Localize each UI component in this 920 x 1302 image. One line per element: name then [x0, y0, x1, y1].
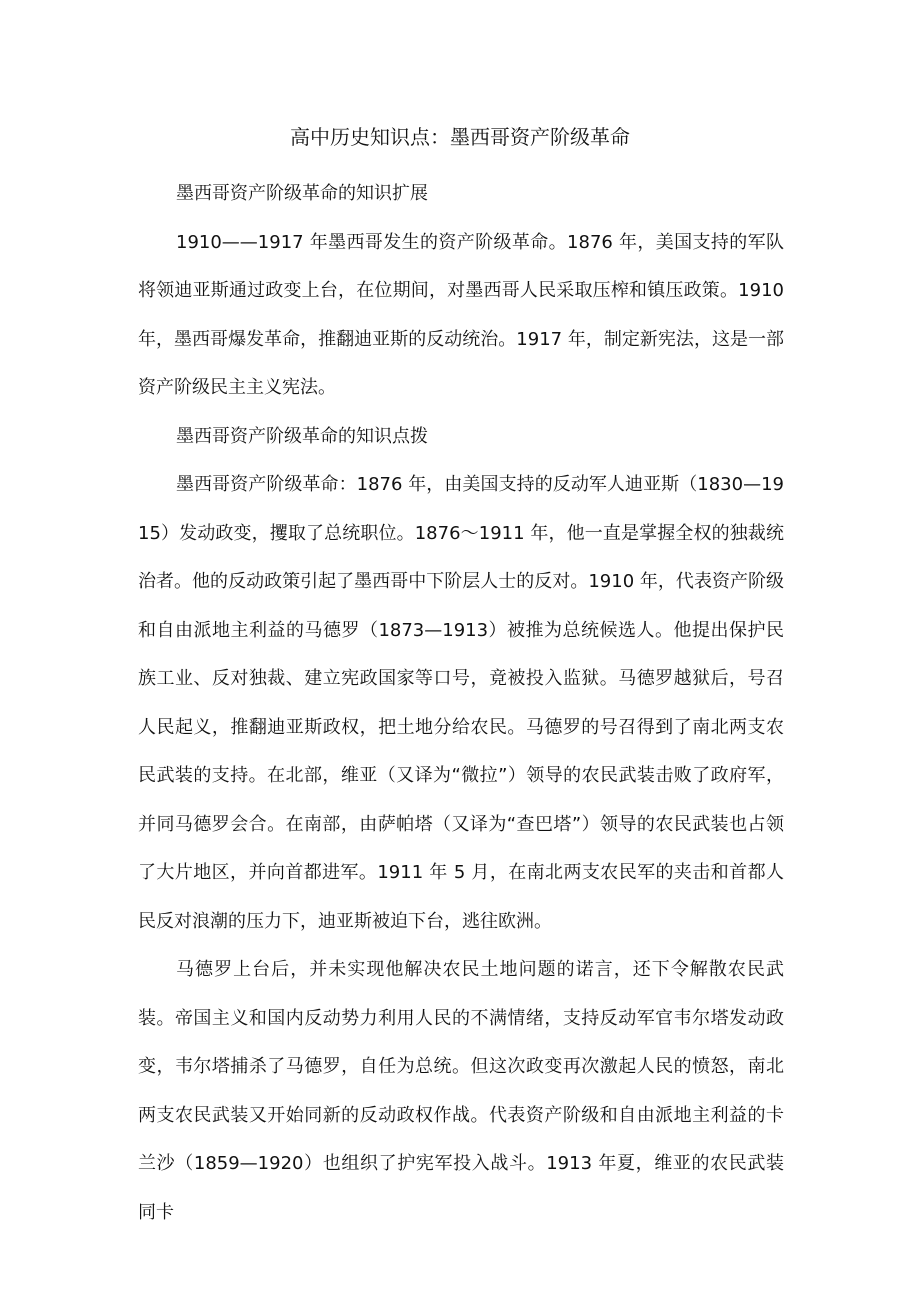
section-heading-extension: 墨西哥资产阶级革命的知识扩展	[176, 183, 428, 204]
section-heading-key-points: 墨西哥资产阶级革命的知识点拨	[176, 425, 428, 447]
paragraph-revolution-detail: 墨西哥资产阶级革命：1876 年，由美国支持的反动军人迪亚斯（1830—1915）发动政变，攫取了总统职位。1876～1911 年，他一直是掌握全权的独裁统治者。他的反动政策引起了墨西哥中下阶层人士的反对。1910 年，代表资产阶级和自由派地主利益的马德罗（1873—1913）被推为总统候选人。他提出保护民族工业、反对独裁、建立宪政国家等口号，竟被投入监狱。马德罗越狱后，号召人民起义，推翻迪亚斯政权，把土地分给农民。马德罗的号召得到了南北两支农民武装的支持。在北部，维亚（又译为“微拉”）领导的农民武装击败了政府军，并同马德罗会合。在南部，由萨帕塔（又译为“查巴塔”）领导的农民武装也占领了大片地区，并向首都进军。1911 年 5 月，在南北两支农民军的夹击和首都人民反对浪潮的压力下，迪亚斯被迫下台，逃往欧洲。	[138, 474, 784, 932]
paragraph-overview: 1910——1917 年墨西哥发生的资产阶级革命。1876 年，美国支持的军队将领迪亚斯通过政变上台，在位期间，对墨西哥人民采取压榨和镇压政策。1910 年，墨西哥爆发革命，推翻迪亚斯的反动统治。1917 年，制定新宪法，这是一部资产阶级民主主义宪法。	[138, 231, 784, 398]
document-title: 高中历史知识点：墨西哥资产阶级革命	[290, 125, 630, 149]
paragraph-madero-aftermath: 马德罗上台后，并未实现他解决农民土地问题的诺言，还下令解散农民武装。帝国主义和国内反动势力利用人民的不满情绪，支持反动军官韦尔塔发动政变，韦尔塔捕杀了马德罗，自任为总统。但这次政变再次激起人民的愤怒，南北两支农民武装又开始同新的反动政权作战。代表资产阶级和自由派地主利益的卡兰沙（1859—1920）也组织了护宪军投入战斗。1913 年夏，维亚的农民武装同卡	[138, 959, 784, 1223]
document-body	[138, 170, 784, 1237]
